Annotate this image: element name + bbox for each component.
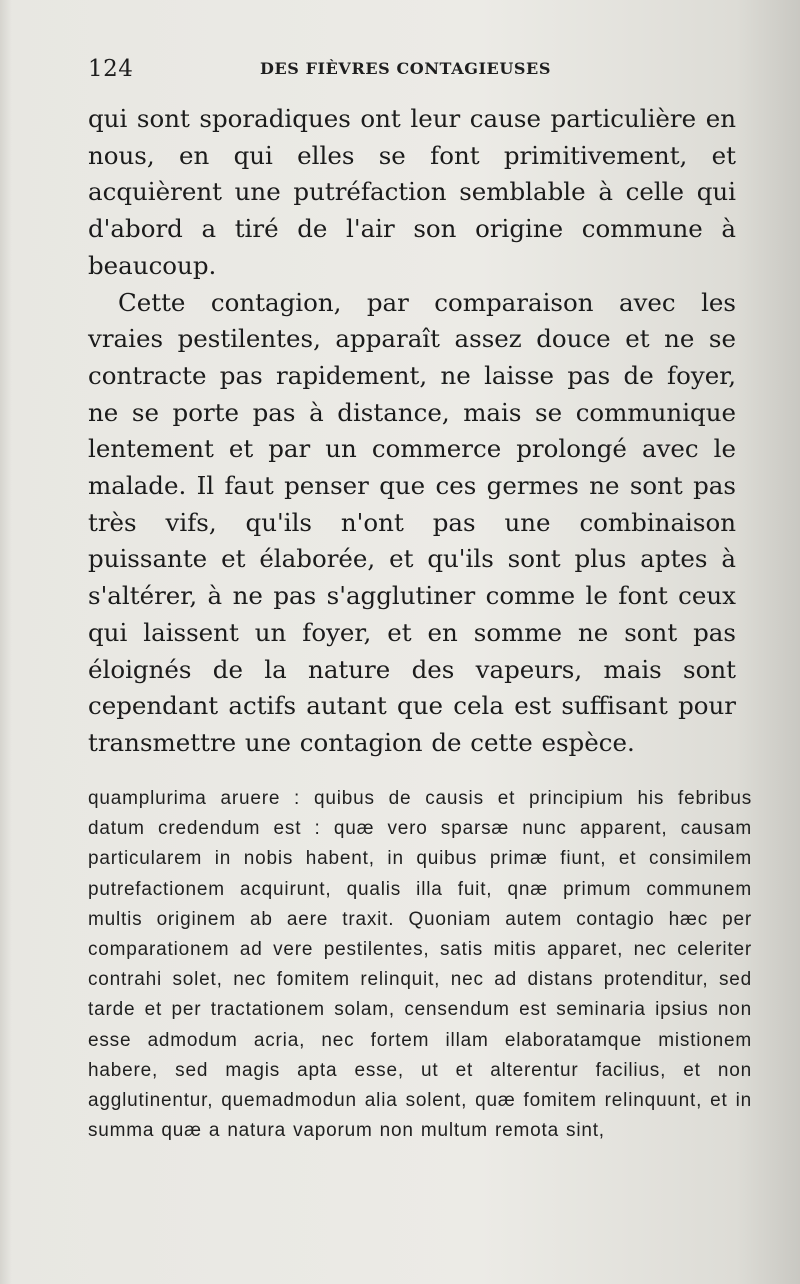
french-translation	[88, 101, 736, 762]
latin-paragraph: quamplurima aruere : quibus de causis et principium his febribus datum credendum est : quæ vero sparsæ nunc apparent, causam particularem in nobis habent, in quibus primæ fiunt, et consimilem putrefactionem acquirunt, qualis illa fuit, qnæ primum communem multis originem ab aere traxit. Quoniam autem contagio hæc per comparationem ad vere pestilentes, satis mitis apparet, nec celeriter contrahi solet, nec fomitem relinquit, nec ad distans protenditur, sed tarde et per tractationem solam, censendum est seminaria ipsius non esse admodum acria, nec fortem illam elaboratamque mistionem habere, sed magis apta esse, ut et alterentur facilius, et non agglutinentur, quemadmodun alia solent, quæ fomitem relinquunt, et in summa quæ a natura vaporum non multum remota sint,	[88, 788, 752, 1142]
page-number: 124	[88, 56, 134, 82]
french-paragraph-2: Cette contagion, par comparaison avec les vraies pestilentes, apparaît assez douce et ne se contracte pas rapidement, ne laisse pas de foyer, ne se porte pas à distance, mais se communique lentement et par un commerce prolongé avec le malade. Il faut penser que ces germes ne sont pas très vifs, qu'ils n'ont pas une combinaison puissante et élaborée, et qu'ils sont plus aptes à s'altérer, à ne pas s'agglutiner comme le font ceux qui laissent un foyer, et en somme ne sont pas éloignés de la nature des vapeurs, mais sont cependant actifs autant que cela est suffisant pour transmettre une contagion de cette espèce.	[88, 287, 736, 757]
french-paragraph-1: qui sont sporadiques ont leur cause particulière en nous, en qui elles se font primitivement, et acquièrent une putréfaction semblable à celle qui d'abord a tiré de l'air son origine commune à beaucoup.	[88, 104, 736, 280]
running-head: DES FIÈVRES CONTAGIEUSES	[260, 59, 552, 78]
page-header	[88, 56, 736, 84]
latin-original	[88, 784, 752, 1146]
